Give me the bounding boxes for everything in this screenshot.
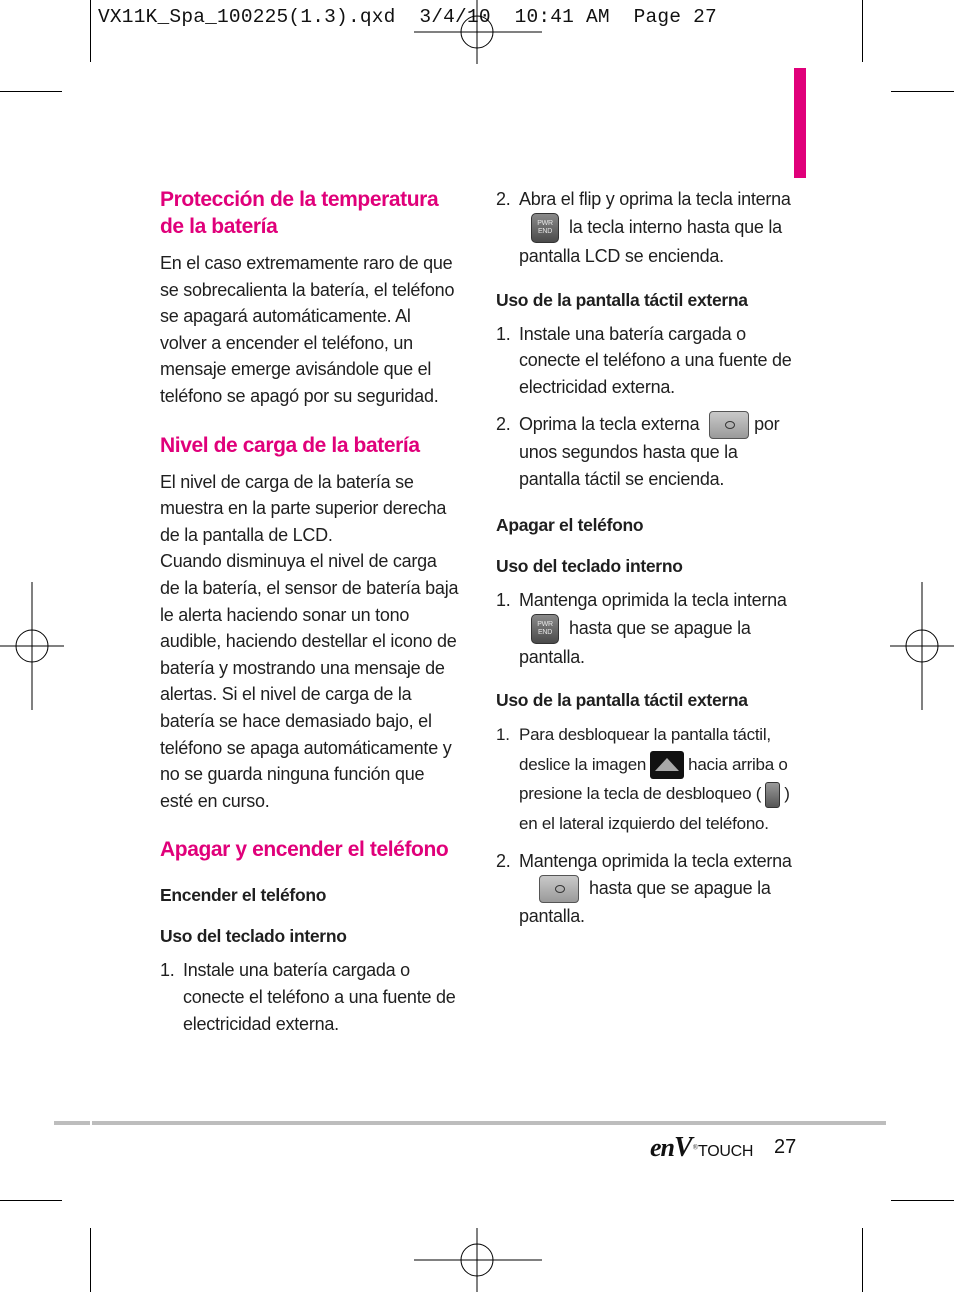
list-item — [496, 720, 796, 838]
list-text: hasta que se apague la pantalla. — [519, 617, 751, 667]
footer-rule-main — [92, 1121, 886, 1125]
footer-rule-left — [54, 1121, 90, 1125]
heading-battery-level: Nivel de carga de la batería — [160, 433, 420, 457]
heading-battery-temperature: Protección de la temperatura de la batería — [160, 188, 439, 238]
left-column — [160, 186, 460, 1038]
list-text: hacia arriba o presione la tecla de desbloqueo ( — [519, 754, 788, 804]
list-item — [496, 411, 796, 493]
subheading-power-off: Apagar el teléfono — [496, 514, 644, 535]
list-item — [496, 186, 796, 270]
list-text: Para desbloquear la pantalla táctil, deslice la imagen — [519, 725, 771, 774]
section-tab — [794, 68, 806, 178]
paragraph-battery-level-b: Cuando disminuya el nivel de carga de la batería, el sensor de batería baja le alerta haciendo sonar un tono audible, haciendo destellar el icono de batería y mostrando una mensaje de alertas. Si el nivel de carga de la batería se hace demasiado bajo, el teléfono se apaga automáticamente y no se guarda ninguna función que esté en curso. — [160, 551, 459, 811]
brand-logo: enV®TOUCH — [650, 1132, 754, 1163]
right-column — [496, 186, 796, 930]
registration-mark-right — [890, 582, 954, 710]
list-text: Instale una batería cargada o conecte el teléfono a una fuente de electricidad externa. — [519, 323, 792, 398]
list-text: la tecla interno hasta que la pantalla LCD se encienda. — [519, 216, 782, 266]
registration-mark-left — [0, 582, 64, 710]
registration-mark-top — [414, 0, 542, 64]
page-number: 27 — [774, 1136, 797, 1158]
list-number: 2. — [496, 189, 511, 209]
list-text: Abra el flip y oprima la tecla interna — [519, 189, 791, 209]
list-item — [496, 848, 796, 930]
subheading-external-touchscreen: Uso de la pantalla táctil externa — [496, 289, 748, 310]
subheading-power-on: Encender el teléfono — [160, 885, 327, 906]
unlock-arrow-icon — [650, 751, 684, 779]
pwr-end-key-icon: PWR END — [531, 614, 559, 644]
paragraph-battery-temperature: En el caso extremamente raro de que se sobrecalienta la batería, el teléfono se apagará automáticamente. Al volver a encender el teléfono, un mensaje emerge avisándole que el teléfono se apagó por su seguridad. — [160, 253, 455, 406]
list-number: 1. — [496, 589, 511, 610]
side-unlock-key-icon — [765, 782, 780, 808]
list-item — [160, 957, 460, 1037]
subheading-external-touchscreen-off: Uso de la pantalla táctil externa — [496, 690, 748, 711]
registration-mark-bottom — [414, 1228, 542, 1292]
list-number: 1. — [160, 960, 175, 981]
pwr-end-key-icon: PWR END — [531, 213, 559, 243]
list-text: Mantenga oprimida la tecla interna — [519, 589, 787, 610]
subheading-internal-keypad: Uso del teclado interno — [160, 926, 347, 947]
paragraph-battery-level-a: El nivel de carga de la batería se muestra en la parte superior derecha de la pantalla de LCD. — [160, 471, 447, 545]
list-text: ) en el lateral izquierdo del teléfono. — [519, 784, 790, 833]
list-item — [496, 321, 796, 401]
list-text: Oprima la tecla externa — [519, 413, 700, 434]
print-slug: VX11K_Spa_100225(1.3).qxd 3/4/10 10:41 AM Page 27 — [98, 6, 717, 28]
end-key-icon — [539, 875, 579, 903]
list-text: Mantenga oprimida la tecla externa — [519, 851, 792, 872]
list-number: 1. — [496, 323, 511, 344]
list-text: por unos segundos hasta que la pantalla táctil se encienda. — [519, 413, 780, 490]
subheading-internal-keypad-off: Uso del teclado interno — [496, 555, 683, 576]
list-number: 2. — [496, 851, 511, 872]
list-text: hasta que se apague la pantalla. — [519, 878, 771, 927]
heading-power-on-off: Apagar y encender el teléfono — [160, 838, 449, 862]
list-number: 1. — [496, 725, 510, 745]
list-text: Instale una batería cargada o conecte el teléfono a una fuente de electricidad externa. — [183, 960, 456, 1034]
end-key-icon — [709, 411, 749, 439]
list-item — [496, 587, 796, 671]
list-number: 2. — [496, 413, 511, 434]
